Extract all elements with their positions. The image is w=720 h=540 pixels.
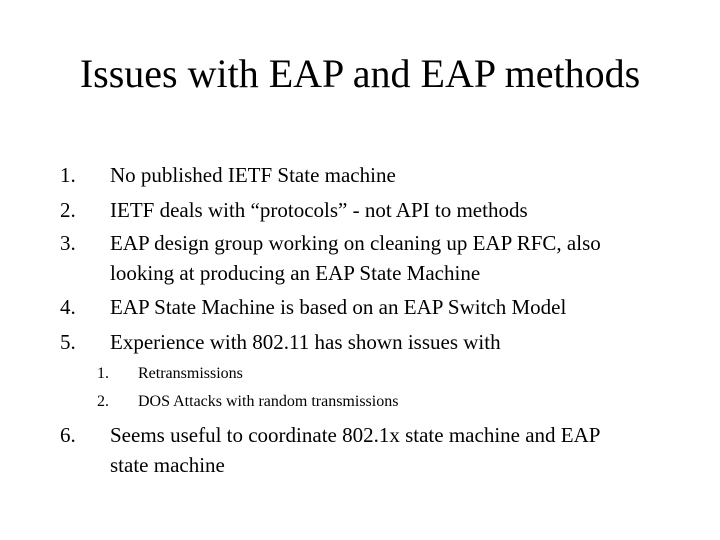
subitem-text: Retransmissions: [138, 365, 243, 382]
subitem-number: 1.: [97, 365, 109, 382]
item-number: 5.: [60, 330, 76, 354]
item-number: 6.: [60, 423, 76, 447]
item-number: 4.: [60, 295, 76, 319]
item-number: 3.: [60, 231, 76, 255]
item-number: 1.: [60, 163, 76, 187]
item-text: EAP State Machine is based on an EAP Switch Model: [110, 295, 567, 319]
item-text: Experience with 802.11 has shown issues with: [110, 330, 501, 354]
item-number: 2.: [60, 198, 76, 222]
item-text: Seems useful to coordinate 802.1x state machine and EAP state machine: [110, 423, 600, 477]
item-text: IETF deals with “protocols” - not API to methods: [110, 198, 528, 222]
slide-title: Issues with EAP and EAP methods: [79, 51, 641, 96]
item-text: No published IETF State machine: [110, 163, 396, 187]
subitem-number: 2.: [97, 393, 109, 410]
subitem-text: DOS Attacks with random transmissions: [138, 393, 399, 410]
item-text: EAP design group working on cleaning up EAP RFC, also looking at producing an EAP State Machine: [110, 231, 601, 285]
